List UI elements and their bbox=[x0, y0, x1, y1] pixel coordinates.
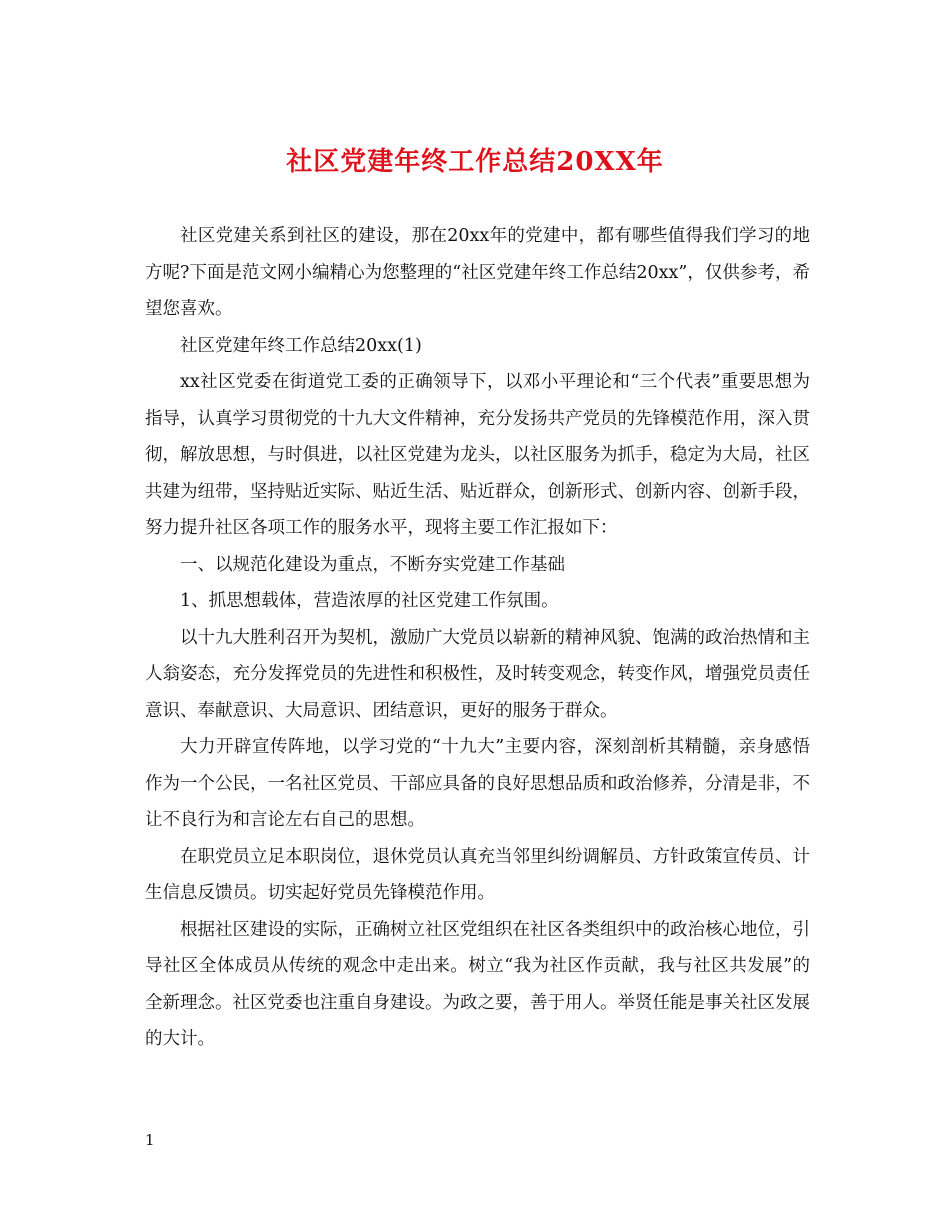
paragraph: 社区党建年终工作总结20xx(1) bbox=[180, 335, 422, 356]
paragraph: 社区党建关系到社区的建设，那在20xx年的党建中，都有哪些值得我们学习的地方呢?下面是范文网小编精心为您整理的“社区党建年终工作总结20xx”，仅供参考，希望您喜欢。 bbox=[145, 226, 810, 319]
paragraph: 以十九大胜利召开为契机，激励广大党员以崭新的精神风貌、饱满的政治热情和主人翁姿态，充分发挥党员的先进性和积极性，及时转变观念，转变作风，增强党员责任意识、奉献意识、大局意识、团结意识，更好的服务于群众。 bbox=[145, 627, 810, 721]
paragraph: 大力开辟宣传阵地，以学习党的“十九大”主要内容，深刻剖析其精髓，亲身感悟作为一个公民，一名社区党员、干部应具备的良好思想品质和政治修养，分清是非，不让不良行为和言论左右自己的思想。 bbox=[145, 737, 810, 830]
document-title: 社区党建年终工作总结20XX年 bbox=[286, 147, 664, 177]
paragraph: xx社区党委在街道党工委的正确领导下，以邓小平理论和“三个代表”重要思想为指导，认真学习贯彻党的十九大文件精神，充分发扬共产党员的先锋模范作用，深入贯彻，解放思想，与时俱进，以社区党建为龙头，以社区服务为抓手，稳定为大局，社区共建为纽带，坚持贴近实际、贴近生活、贴近群众，创新形式、创新内容、创新手段，努力提升社区各项工作的服务水平，现将主要工作汇报如下： bbox=[145, 372, 810, 538]
paragraph: 根据社区建设的实际，正确树立社区党组织在社区各类组织中的政治核心地位，引导社区全体成员从传统的观念中走出来。树立“我为社区作贡献，我与社区共发展”的全新理念。社区党委也注重自身建设。为政之要，善于用人。举贤任能是事关社区发展的大计。 bbox=[145, 919, 810, 1049]
paragraph: 一、以规范化建设为重点，不断夯实党建工作基础 bbox=[180, 554, 565, 575]
paragraph: 在职党员立足本职岗位，退休党员认真充当邻里纠纷调解员、方针政策宣传员、计生信息反馈员。切实起好党员先锋模范作用。 bbox=[145, 846, 810, 903]
paragraph: 1、抓思想载体，营造浓厚的社区党建工作氛围。 bbox=[180, 591, 559, 611]
page-number: 1 bbox=[145, 1131, 155, 1149]
document-body bbox=[145, 218, 810, 1058]
